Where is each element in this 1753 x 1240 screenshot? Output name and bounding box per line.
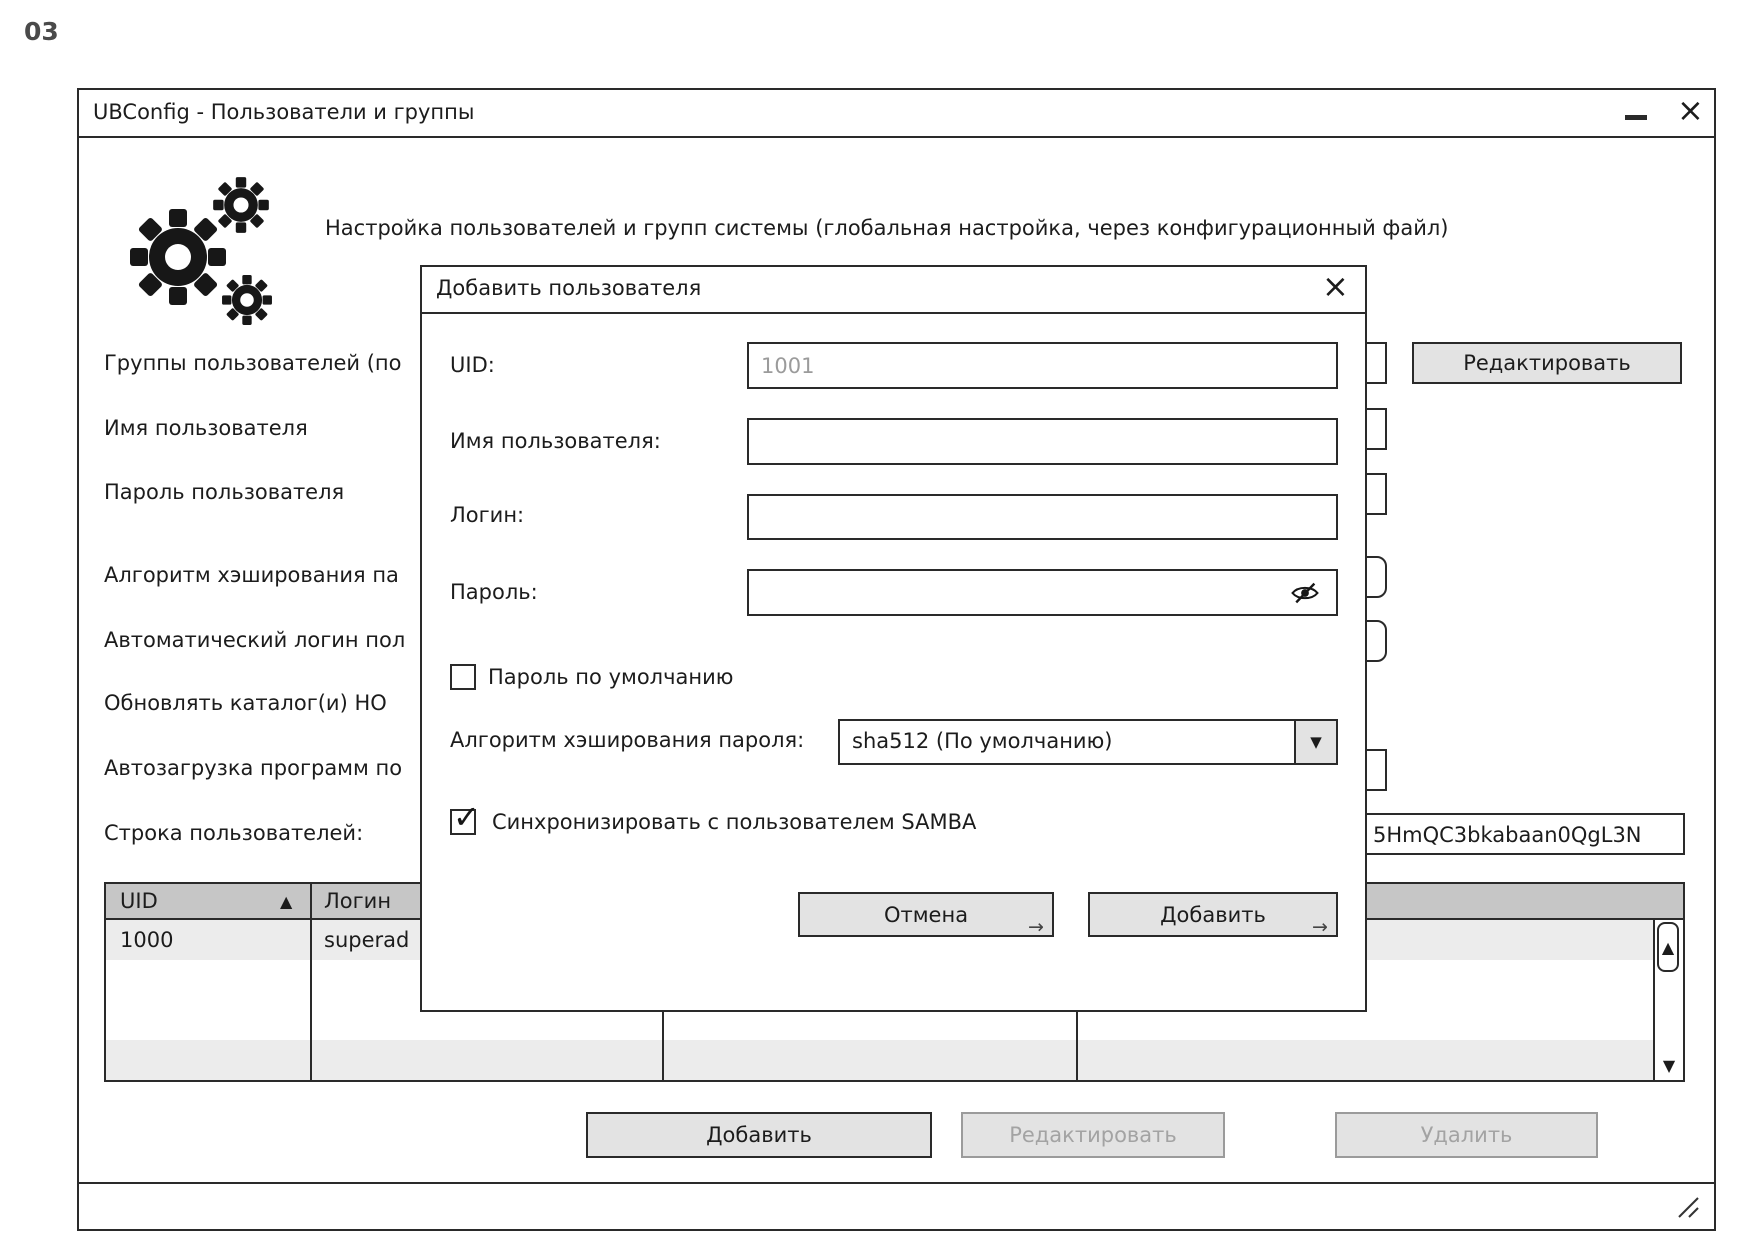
statusbar-divider bbox=[79, 1182, 1714, 1184]
scroll-down-icon: ▼ bbox=[1662, 1055, 1676, 1075]
label-autostart: Автозагрузка программ по bbox=[104, 756, 403, 780]
minimize-icon[interactable] bbox=[1625, 115, 1647, 120]
dialog-titlebar[interactable] bbox=[422, 267, 1365, 314]
hash-algorithm-dropdown[interactable] bbox=[838, 719, 1338, 765]
resize-grip-icon[interactable] bbox=[1675, 1194, 1701, 1220]
dialog-title: Добавить пользователя bbox=[436, 276, 702, 300]
dropdown-button[interactable] bbox=[1294, 721, 1336, 763]
col-header-uid[interactable]: UID bbox=[120, 889, 158, 913]
label-users-string: Строка пользователей: bbox=[104, 821, 364, 845]
default-password-checkbox[interactable] bbox=[450, 664, 476, 690]
uid-input[interactable] bbox=[747, 342, 1338, 389]
dialog-close-icon[interactable]: × bbox=[1322, 267, 1349, 305]
scroll-up-button[interactable] bbox=[1657, 922, 1679, 972]
samba-sync-label: Синхронизировать с пользователем SAMBA bbox=[492, 810, 977, 834]
label-update-home: Обновлять каталог(и) HO bbox=[104, 691, 387, 715]
uid-label: UID: bbox=[450, 353, 495, 377]
users-string-field[interactable] bbox=[1359, 813, 1685, 855]
gear-small2-icon bbox=[221, 274, 273, 326]
cursor-arrow-icon: → bbox=[1028, 916, 1044, 938]
edit-user-button[interactable]: Редактировать bbox=[961, 1112, 1225, 1158]
add-user-button[interactable]: Добавить bbox=[586, 1112, 932, 1158]
name-label: Имя пользователя: bbox=[450, 429, 661, 453]
password-input[interactable] bbox=[747, 569, 1338, 616]
name-input[interactable] bbox=[747, 418, 1338, 465]
gear-small-icon bbox=[212, 176, 270, 234]
main-window bbox=[77, 88, 1716, 1231]
cursor-arrow-icon: → bbox=[1312, 916, 1328, 938]
column-divider bbox=[310, 884, 312, 1080]
add-user-dialog bbox=[420, 265, 1367, 1012]
sort-asc-icon[interactable]: ▲ bbox=[280, 892, 293, 911]
users-string-value: 5HmQC3bkabaan0QgL3N bbox=[1373, 823, 1642, 847]
login-input[interactable] bbox=[747, 494, 1338, 540]
scroll-down-button[interactable] bbox=[1655, 1052, 1683, 1078]
scroll-up-icon: ▲ bbox=[1661, 937, 1675, 957]
window-titlebar[interactable] bbox=[79, 90, 1714, 138]
hash-algorithm-label: Алгоритм хэширования пароля: bbox=[450, 728, 805, 752]
close-icon[interactable]: × bbox=[1677, 91, 1704, 129]
table-row[interactable] bbox=[106, 1040, 1653, 1080]
cell-login: superad bbox=[324, 928, 410, 952]
label-user-password: Пароль пользователя bbox=[104, 480, 345, 504]
dialog-cancel-button[interactable]: Отмена bbox=[798, 892, 1054, 937]
dropdown-arrow-icon: ▼ bbox=[1310, 733, 1322, 751]
groups-edit-button[interactable]: Редактировать bbox=[1412, 342, 1682, 384]
label-hash-algorithm: Алгоритм хэширования па bbox=[104, 563, 399, 587]
delete-user-button[interactable]: Удалить bbox=[1335, 1112, 1598, 1158]
check-icon: ✓ bbox=[453, 798, 480, 836]
col-header-login[interactable]: Логин bbox=[324, 889, 392, 913]
window-description: Настройка пользователей и групп системы (глобальная настройка, через конфигурационный файл) bbox=[325, 216, 1449, 240]
samba-sync-checkbox[interactable] bbox=[450, 798, 480, 836]
cell-uid: 1000 bbox=[120, 928, 174, 952]
default-password-label: Пароль по умолчанию bbox=[488, 665, 734, 689]
label-auto-login: Автоматический логин пол bbox=[104, 628, 406, 652]
window-title: UBConfig - Пользователи и группы bbox=[93, 100, 475, 124]
dialog-add-button[interactable]: Добавить bbox=[1088, 892, 1338, 937]
hash-algorithm-value: sha512 (По умолчанию) bbox=[852, 729, 1113, 753]
table-scrollbar[interactable] bbox=[1653, 920, 1683, 1080]
page-number: 03 bbox=[24, 17, 59, 46]
eye-slash-icon[interactable] bbox=[1290, 578, 1320, 608]
label-user-name: Имя пользователя bbox=[104, 416, 308, 440]
label-user-groups: Группы пользователей (по bbox=[104, 351, 402, 375]
login-label: Логин: bbox=[450, 503, 525, 527]
password-label: Пароль: bbox=[450, 580, 538, 604]
